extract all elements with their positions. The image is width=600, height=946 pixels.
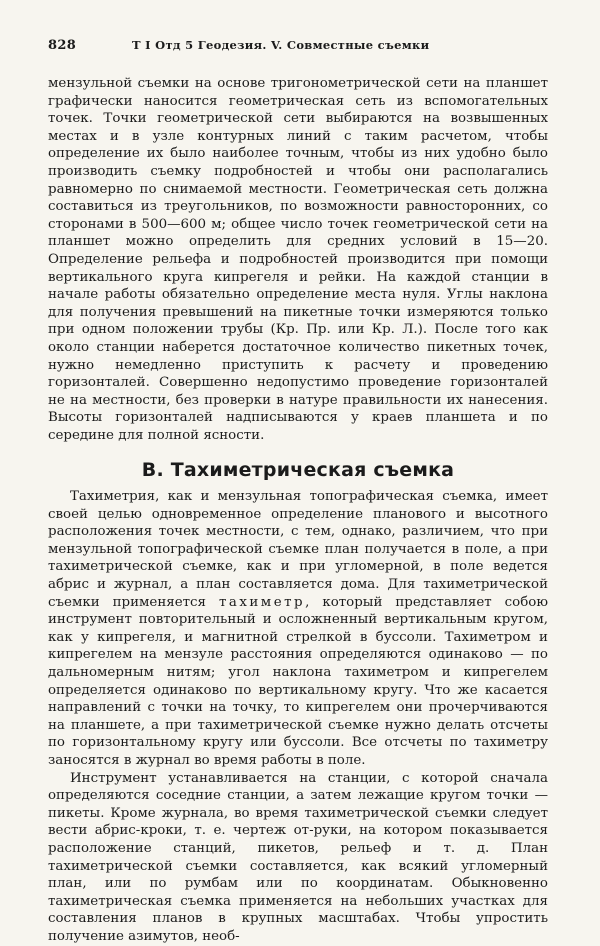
spaced-term: тахиметр [218, 594, 306, 610]
paragraph-text: , который представляет собою инструмент повторительный и осложненный вертикальным кругом, как у кипрегеля, и магнитной стрелкой в буссоли. Тахиметром и кипрегелем на мензуле расстояния определяются одинаково — по дальномерным нитям; угол наклона тахиметром и кипрегелем определяется одинаково по вертикальному кругу. Что же касается направлений с точки на точку, то кипрегелем они прочерчиваются на планшете, а при тахиметрической съемке нужно делать отсчеты по горизонтальному кругу или буссоли. Все отсчеты по тахиметру заносятся в журнал во время работы в поле. [48, 594, 548, 768]
page-header [48, 38, 548, 56]
page-number: 828 [48, 38, 77, 53]
section-heading: В. Тахиметрическая съемка [141, 459, 455, 482]
paragraph-text: Тахиметрия, как и мензульная топографическая съемка, имеет своей целью одновременное определение планового и высотного расположения точек местности, с тем, однако, различием, что при мензульной топографической съемке план получается в поле, а при тахиметрической съемке, как и при угломерной, в поле ведется абрис и журнал, а план составляется дома. Для тахиметрической съемки применяется [48, 489, 548, 610]
running-title: Т I Отд 5 Геодезия. V. Совместные съемки [132, 38, 430, 52]
paragraph-continuation: мензульной съемки на основе тригонометрической сети на планшет графически наносится геометрическая сеть из вспомогательных точек. Точки геометрической сети выбираются на возвышенных местах и в узле контурных линий с таким расчетом, чтобы определение их было наиболее точным, чтобы из них удобно было производить съемку подробностей и чтобы они располагались равномерно по снимаемой местности. Геометрическая сеть должна составиться из треугольников, по возможности равносторонних, со сторонами в 500—600 м; общее число точек геометрической сети на планшет можно определить для средних условий в 15—20. Определение рельефа и подробностей производится при помощи вертикального круга кипрегеля и рейки. На каждой станции в начале работы обязательно определение места нуля. Углы наклона для получения превышений на пикетные точки измеряются только при одном положении трубы (Кр. Пр. или Кр. Л.). После того как около станции наберется достаточное количество пикетных точек, нужно немедленно приступить к расчету и проведению горизонталей. Совершенно недопустимо проведение горизонталей не на местности, без проверки в натуре правильности их нанесения. Высоты горизонталей надписываются у краев планшета и по середине для полной ясности. [48, 76, 548, 443]
paragraph-tachymetry-intro [48, 488, 548, 770]
paragraph-instrument: Инструмент устанавливается на станции, с которой сначала определяются соседние станции, а затем лежащие кругом точки — пикеты. Кроме журнала, во время тахиметрической съемки следует вести абрис-кроки, т. е. чертеж от-руки, на котором показывается расположение станций, пикетов, рельеф и т. д. План тахиметрической съемки составляется, как всякий угломерный план, или по румбам или по координатам. Обыкновенно тахиметрическая съемка применяется на небольших участках для составления планов в крупных масштабах. Чтобы упростить получение азимутов, необ- [48, 770, 548, 944]
body-text [48, 75, 548, 946]
